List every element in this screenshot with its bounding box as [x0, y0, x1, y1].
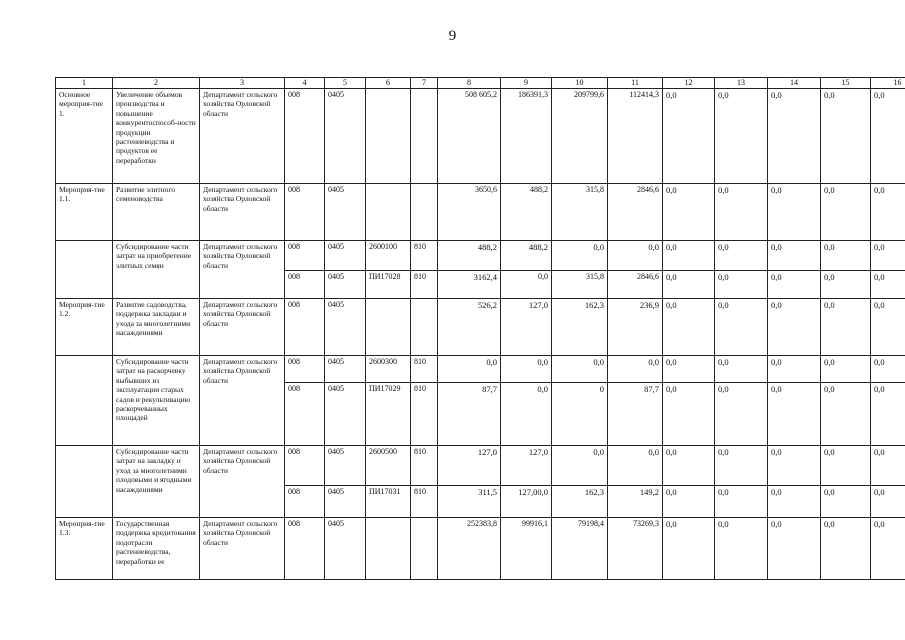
activity-name: Развитие садоводства, поддержка закладки и ухода за многолетними насаждениями [113, 299, 200, 356]
cell-value: 0,0 [552, 241, 608, 271]
cell-value: 73269,3 [608, 518, 663, 580]
cell-value: 0,0 [715, 89, 768, 184]
activity-code: Мероприя-тие 1.1. [56, 184, 113, 241]
table-row [56, 299, 905, 356]
page-number: 9 [448, 28, 457, 44]
cell-rzpr: 0405 [325, 299, 366, 356]
cell-value: 0,0 [871, 518, 905, 580]
cell-value: 0,0 [715, 486, 768, 518]
cell-value: 0,0 [871, 241, 905, 271]
table-row [56, 89, 905, 184]
header-cell: 10 [552, 78, 608, 89]
activity-name: Субсидирование части затрат на раскорчевку выбывших из эксплуатации старых садов и рекультивацию раскорчеванных площадей [113, 356, 200, 446]
cell-value: 0,0 [768, 383, 821, 446]
cell-rzpr: 0405 [325, 89, 366, 184]
activity-code [56, 356, 113, 446]
table-row [56, 184, 905, 241]
cell-grbs: 008 [285, 184, 325, 241]
cell-value: 209799,6 [552, 89, 608, 184]
cell-value: 0 [552, 383, 608, 446]
cell-value: 0,0 [871, 89, 905, 184]
cell-value: 0,0 [821, 383, 871, 446]
cell-value: 0,0 [821, 184, 871, 241]
cell-csr: ПИ17029 [366, 383, 411, 446]
header-cell: 14 [768, 78, 821, 89]
cell-grbs: 008 [285, 241, 325, 271]
executor: Департамент сельского хозяйства Орловской области [200, 184, 285, 241]
cell-rzpr: 0405 [325, 271, 366, 299]
cell-value: 0,0 [821, 299, 871, 356]
cell-value: 127,00,0 [501, 486, 552, 518]
cell-value: 0,0 [871, 299, 905, 356]
cell-vr: 810 [411, 446, 438, 486]
activity-name: Субсидирование части затрат на закладку и уход за многолетними плодовыми и ягодными насаждениями [113, 446, 200, 518]
cell-value: 0,0 [871, 271, 905, 299]
cell-value: 0,0 [768, 356, 821, 383]
cell-value: 0,0 [715, 356, 768, 383]
cell-value: 488,2 [501, 241, 552, 271]
cell-vr: 810 [411, 486, 438, 518]
cell-value: 0,0 [821, 89, 871, 184]
cell-value: 127,0 [438, 446, 501, 486]
header-cell: 5 [325, 78, 366, 89]
cell-value: 0,0 [501, 356, 552, 383]
cell-value: 127,0 [501, 446, 552, 486]
cell-value: 87,7 [438, 383, 501, 446]
activity-code: Мероприя-тие 1.3. [56, 518, 113, 580]
cell-grbs: 008 [285, 299, 325, 356]
table-row [56, 241, 905, 271]
table-row [56, 446, 905, 486]
cell-value: 0,0 [871, 446, 905, 486]
table-row [56, 356, 905, 383]
cell-csr: 2600500 [366, 446, 411, 486]
activity-name: Субсидирование части затрат на приобретение элитных семян [113, 241, 200, 299]
cell-value: 0,0 [663, 356, 715, 383]
cell-vr [411, 184, 438, 241]
cell-vr: 810 [411, 356, 438, 383]
cell-value: 0,0 [768, 446, 821, 486]
header-cell: 7 [411, 78, 438, 89]
table-row [56, 518, 905, 580]
cell-grbs: 008 [285, 89, 325, 184]
cell-value: 0,0 [501, 271, 552, 299]
cell-value: 488,2 [438, 241, 501, 271]
cell-csr [366, 184, 411, 241]
activity-code: Мероприя-тие 1.2. [56, 299, 113, 356]
cell-value: 0,0 [871, 184, 905, 241]
cell-value: 0,0 [768, 271, 821, 299]
cell-value: 0,0 [608, 356, 663, 383]
cell-value: 0,0 [663, 446, 715, 486]
cell-value: 2846,6 [608, 184, 663, 241]
cell-value: 488,2 [501, 184, 552, 241]
cell-value: 0,0 [715, 184, 768, 241]
cell-value: 0,0 [768, 89, 821, 184]
budget-table [55, 77, 905, 580]
cell-vr [411, 518, 438, 580]
cell-value: 0,0 [715, 271, 768, 299]
cell-value: 3650,6 [438, 184, 501, 241]
cell-csr [366, 518, 411, 580]
cell-grbs: 008 [285, 446, 325, 486]
cell-value: 0,0 [663, 299, 715, 356]
cell-value: 0,0 [552, 356, 608, 383]
cell-value: 315,8 [552, 271, 608, 299]
cell-value: 3162,4 [438, 271, 501, 299]
header-cell: 8 [438, 78, 501, 89]
cell-value: 186391,3 [501, 89, 552, 184]
header-cell: 11 [608, 78, 663, 89]
cell-value: 0,0 [663, 184, 715, 241]
executor: Департамент сельского хозяйства Орловской области [200, 356, 285, 446]
cell-rzpr: 0405 [325, 446, 366, 486]
cell-value: 0,0 [821, 486, 871, 518]
cell-value: 0,0 [871, 356, 905, 383]
cell-grbs: 008 [285, 518, 325, 580]
cell-grbs: 008 [285, 271, 325, 299]
executor: Департамент сельского хозяйства Орловской области [200, 518, 285, 580]
cell-value: 0,0 [715, 446, 768, 486]
header-cell: 16 [871, 78, 905, 89]
header-cell: 13 [715, 78, 768, 89]
header-cell: 1 [56, 78, 113, 89]
header-cell: 3 [200, 78, 285, 89]
cell-rzpr: 0405 [325, 184, 366, 241]
cell-value: 315,8 [552, 184, 608, 241]
cell-value: 0,0 [821, 271, 871, 299]
activity-name: Государственная поддержка кредитования подотрасли растениеводства, переработки ее [113, 518, 200, 580]
cell-value: 0,0 [663, 271, 715, 299]
cell-vr [411, 299, 438, 356]
table-header-row [56, 78, 905, 89]
cell-csr: 2600300 [366, 356, 411, 383]
cell-value: 87,7 [608, 383, 663, 446]
header-cell: 4 [285, 78, 325, 89]
cell-value: 0,0 [715, 299, 768, 356]
activity-code [56, 241, 113, 299]
activity-code [56, 446, 113, 518]
cell-value: 112414,3 [608, 89, 663, 184]
cell-grbs: 008 [285, 356, 325, 383]
cell-csr [366, 299, 411, 356]
cell-value: 0,0 [663, 89, 715, 184]
cell-value: 252383,8 [438, 518, 501, 580]
cell-value: 0,0 [663, 383, 715, 446]
cell-rzpr: 0405 [325, 383, 366, 446]
cell-value: 508 605,2 [438, 89, 501, 184]
executor: Департамент сельского хозяйства Орловской области [200, 446, 285, 518]
cell-value: 0,0 [768, 184, 821, 241]
cell-csr [366, 89, 411, 184]
cell-vr: 810 [411, 271, 438, 299]
header-cell: 15 [821, 78, 871, 89]
cell-value: 0,0 [501, 383, 552, 446]
cell-value: 99916,1 [501, 518, 552, 580]
cell-value: 0,0 [715, 241, 768, 271]
cell-value: 0,0 [871, 383, 905, 446]
cell-value: 0,0 [608, 446, 663, 486]
cell-rzpr: 0405 [325, 518, 366, 580]
cell-rzpr: 0405 [325, 356, 366, 383]
cell-csr: ПИ17031 [366, 486, 411, 518]
cell-value: 0,0 [768, 299, 821, 356]
activity-name: Увеличение объемов производства и повышение конкурентоспособ-ности продукции растениеводства и продуктов ее переработки [113, 89, 200, 184]
cell-value: 2846,6 [608, 271, 663, 299]
cell-grbs: 008 [285, 486, 325, 518]
cell-value: 0,0 [663, 518, 715, 580]
cell-value: 0,0 [768, 241, 821, 271]
cell-csr: ПИ17028 [366, 271, 411, 299]
cell-value: 0,0 [821, 518, 871, 580]
cell-value: 0,0 [821, 356, 871, 383]
cell-vr [411, 89, 438, 184]
header-cell: 12 [663, 78, 715, 89]
cell-value: 0,0 [821, 241, 871, 271]
cell-value: 0,0 [715, 518, 768, 580]
cell-value: 127,0 [501, 299, 552, 356]
executor: Департамент сельского хозяйства Орловской области [200, 89, 285, 184]
cell-value: 0,0 [608, 241, 663, 271]
cell-value: 0,0 [552, 446, 608, 486]
header-cell: 6 [366, 78, 411, 89]
cell-grbs: 008 [285, 383, 325, 446]
cell-csr: 2600100 [366, 241, 411, 271]
cell-value: 311,5 [438, 486, 501, 518]
cell-vr: 810 [411, 383, 438, 446]
activity-code: Основное мероприя-тие 1. [56, 89, 113, 184]
executor: Департамент сельского хозяйства Орловской области [200, 241, 285, 299]
cell-value: 236,9 [608, 299, 663, 356]
cell-value: 0,0 [768, 518, 821, 580]
cell-vr: 810 [411, 241, 438, 271]
cell-value: 0,0 [438, 356, 501, 383]
cell-value: 0,0 [821, 446, 871, 486]
cell-value: 79198,4 [552, 518, 608, 580]
header-cell: 2 [113, 78, 200, 89]
activity-name: Развитие элитного семеноводства [113, 184, 200, 241]
cell-value: 0,0 [663, 486, 715, 518]
cell-value: 0,0 [715, 383, 768, 446]
cell-value: 0,0 [768, 486, 821, 518]
cell-value: 0,0 [871, 486, 905, 518]
cell-value: 526,2 [438, 299, 501, 356]
cell-rzpr: 0405 [325, 486, 366, 518]
header-cell: 9 [501, 78, 552, 89]
cell-value: 0,0 [663, 241, 715, 271]
cell-value: 162,3 [552, 299, 608, 356]
cell-value: 162,3 [552, 486, 608, 518]
cell-rzpr: 0405 [325, 241, 366, 271]
cell-value: 149,2 [608, 486, 663, 518]
executor: Департамент сельского хозяйства Орловской области [200, 299, 285, 356]
